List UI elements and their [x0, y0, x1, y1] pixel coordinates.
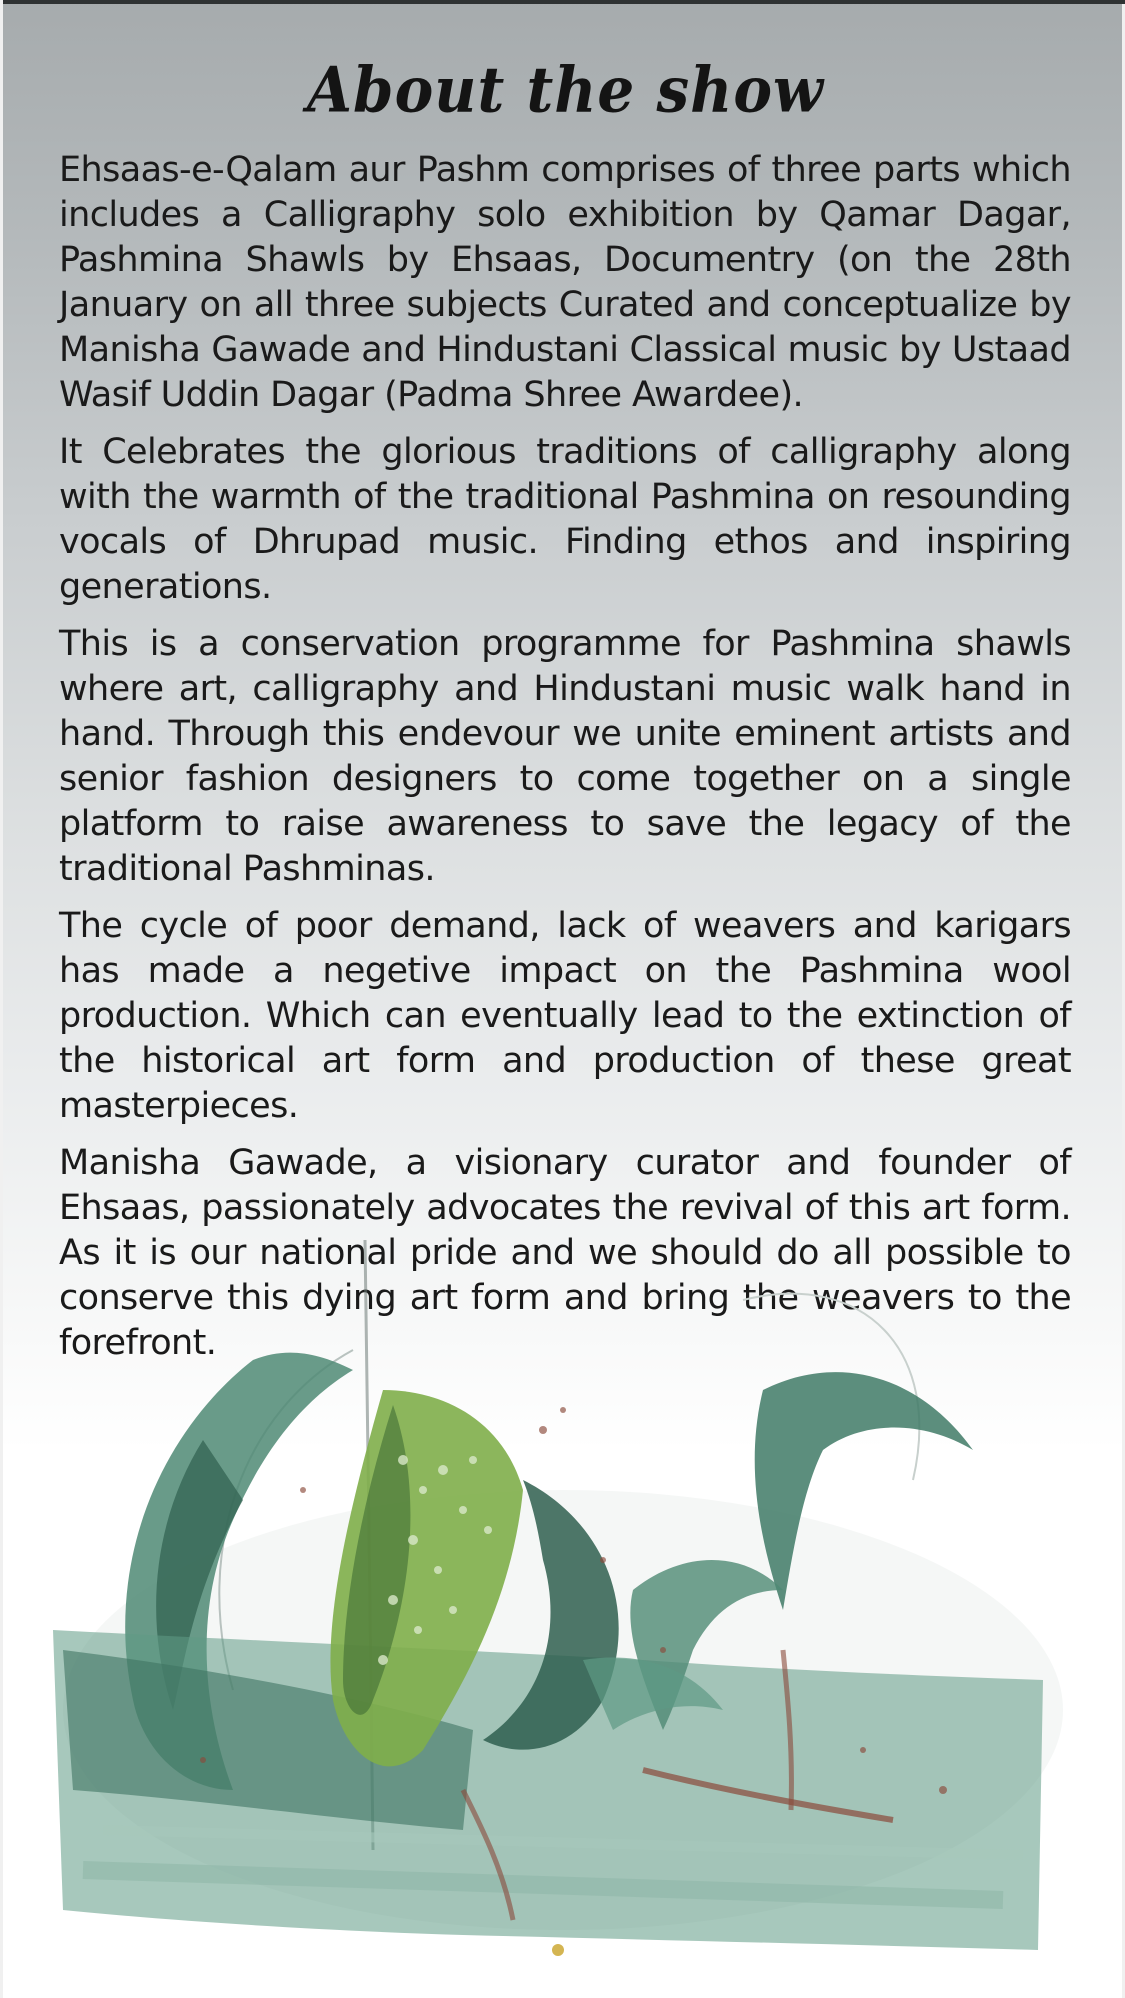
paragraph-curator: Manisha Gawade, a visionary curator and founder of Ehsaas, passionately advocates the revival of this art form. As it is our national pride and we should do all possible to conserve this dying art form and bring the weavers to the forefront.	[59, 1143, 1071, 1363]
paragraph-celebration: It Celebrates the glorious traditions of calligraphy along with the warmth of the traditional Pashmina on resounding vocals of Dhrupad music. Finding ethos and inspiring generations.	[59, 432, 1071, 607]
paragraph-conservation: This is a conservation programme for Pashmina shawls where art, calligraphy and Hindustani music walk hand in hand. Through this endevour we unite eminent artists and senior fashion designers to come together on a single platform to raise awareness to save the legacy of the traditional Pashminas.	[59, 624, 1071, 889]
paragraph-decline: The cycle of poor demand, lack of weavers and karigars has made a negetive impact on the Pashmina wool production. Which can eventually lead to the extinction of the historical art form and production of these great masterpieces.	[59, 906, 1071, 1126]
calligraphy-painting-icon	[43, 1230, 1083, 1970]
page-title: About the show	[307, 53, 824, 127]
paragraph-overview: Ehsaas-e-Qalam aur Pashm comprises of three parts which includes a Calligraphy solo exhibition by Qamar Dagar, Pashmina Shawls by Ehsaas, Documentry (on the 28th January on all three subjects Curated and conceptualize by Manisha Gawade and Hindustani Classical music by Ustaad Wasif Uddin Dagar (Padma Shree Awardee).	[59, 150, 1071, 415]
art-gold-dot	[552, 1944, 564, 1956]
top-border	[3, 0, 1125, 4]
article-body	[59, 148, 1071, 1378]
